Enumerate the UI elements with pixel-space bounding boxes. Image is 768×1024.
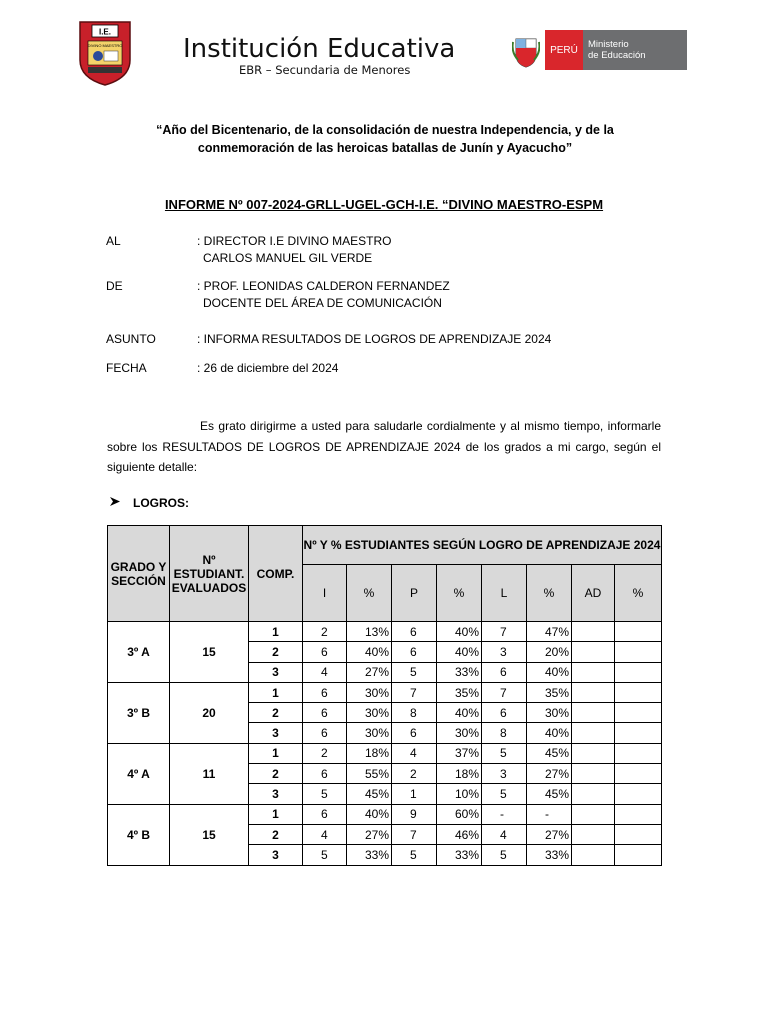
value-cell: 18% (347, 743, 392, 763)
value-cell: 45% (527, 784, 572, 804)
value-cell: 7 (482, 682, 527, 702)
value-cell: 30% (437, 723, 482, 743)
value-cell: 27% (347, 824, 392, 844)
subheader-cell: % (347, 565, 392, 622)
arrow-bullet-icon (109, 496, 133, 510)
value-cell: 6 (303, 703, 347, 723)
value-cell: 4 (392, 743, 437, 763)
comp-cell: 1 (249, 682, 303, 702)
value-cell: 7 (392, 824, 437, 844)
value-cell: 33% (437, 845, 482, 865)
value-cell: 37% (437, 743, 482, 763)
subheader-cell: % (437, 565, 482, 622)
comp-cell: 3 (249, 662, 303, 682)
value-cell: 60% (437, 804, 482, 824)
value-cell: 6 (482, 703, 527, 723)
value-cell: 5 (303, 784, 347, 804)
motto-line1: “Año del Bicentenario, de la consolidación de nuestra Independencia, y de la (156, 123, 614, 137)
table-row (108, 804, 662, 824)
meta-al-value-2: CARLOS MANUEL GIL VERDE (203, 251, 373, 265)
comp-cell: 1 (249, 622, 303, 642)
subheader-cell: % (527, 565, 572, 622)
value-cell (572, 804, 615, 824)
comp-cell: 2 (249, 642, 303, 662)
report-title: INFORME Nº 007-2024-GRLL-UGEL-GCH-I.E. “DIVINO MAESTRO-ESPM (164, 197, 604, 212)
subheader-cell: P (392, 565, 437, 622)
value-cell: 5 (482, 743, 527, 763)
value-cell: 35% (527, 682, 572, 702)
value-cell (572, 642, 615, 662)
value-cell: - (527, 804, 572, 824)
value-cell: 27% (527, 824, 572, 844)
value-cell (615, 804, 662, 824)
value-cell: 27% (527, 764, 572, 784)
value-cell: 9 (392, 804, 437, 824)
intro-paragraph: Es grato dirigirme a usted para saludarle cordialmente y al mismo tiempo, informarle sobre los RESULTADOS DE LOGROS DE APRENDIZAJE 2024 de los grados a mi cargo, según el siguiente detalle: (107, 419, 661, 474)
meta-fecha-label: FECHA (106, 361, 147, 375)
value-cell: 40% (527, 662, 572, 682)
motto-line2: conmemoración de las heroicas batallas de Junín y Ayacucho” (197, 141, 573, 155)
value-cell (615, 703, 662, 723)
comp-cell: 2 (249, 824, 303, 844)
num-students-cell: 11 (170, 743, 249, 804)
value-cell (572, 662, 615, 682)
ministry-line1: Ministerio (588, 39, 629, 50)
grado-cell: 4º B (108, 804, 170, 865)
value-cell (615, 764, 662, 784)
table-row (108, 743, 662, 763)
value-cell: 30% (347, 723, 392, 743)
value-cell: 55% (347, 764, 392, 784)
value-cell: 4 (303, 824, 347, 844)
subheader-cell: AD (572, 565, 615, 622)
value-cell (615, 642, 662, 662)
comp-cell: 3 (249, 784, 303, 804)
value-cell: 8 (392, 703, 437, 723)
value-cell: 20% (527, 642, 572, 662)
value-cell: 5 (303, 845, 347, 865)
num-students-cell: 15 (170, 804, 249, 865)
value-cell: 6 (392, 622, 437, 642)
school-logo (76, 20, 134, 86)
meta-de-value: : PROF. LEONIDAS CALDERON FERNANDEZ (197, 279, 450, 293)
comp-cell: 2 (249, 703, 303, 723)
value-cell: 33% (437, 662, 482, 682)
grado-cell: 3º B (108, 682, 170, 743)
value-cell: 2 (392, 764, 437, 784)
value-cell: 40% (347, 804, 392, 824)
value-cell: 35% (437, 682, 482, 702)
value-cell: 6 (303, 642, 347, 662)
comp-cell: 3 (249, 845, 303, 865)
value-cell (615, 622, 662, 642)
subheader-cell: % (615, 565, 662, 622)
value-cell: 30% (347, 682, 392, 702)
value-cell: 5 (392, 662, 437, 682)
comp-cell: 1 (249, 804, 303, 824)
comp-cell: 3 (249, 723, 303, 743)
value-cell: 1 (392, 784, 437, 804)
value-cell: 5 (392, 845, 437, 865)
header-grado: GRADO Y SECCIÓN (108, 526, 170, 622)
meta-asunto-label: ASUNTO (106, 332, 156, 346)
value-cell (615, 743, 662, 763)
value-cell (572, 824, 615, 844)
value-cell: 33% (347, 845, 392, 865)
value-cell: 6 (303, 723, 347, 743)
value-cell: 6 (303, 764, 347, 784)
subheader-cell: L (482, 565, 527, 622)
value-cell: 18% (437, 764, 482, 784)
meta-de-value-2: DOCENTE DEL ÁREA DE COMUNICACIÓN (203, 296, 442, 310)
value-cell: 6 (303, 804, 347, 824)
num-students-cell: 20 (170, 682, 249, 743)
meta-de-label: DE (106, 279, 123, 293)
value-cell: 6 (392, 723, 437, 743)
svg-text:I.E.: I.E. (98, 27, 112, 37)
value-cell: - (482, 804, 527, 824)
institution-title: Institución Educativa (183, 34, 456, 64)
value-cell (615, 682, 662, 702)
value-cell: 27% (347, 662, 392, 682)
value-cell: 5 (482, 784, 527, 804)
institution-subtitle: EBR – Secundaria de Menores (239, 63, 411, 77)
comp-cell: 1 (249, 743, 303, 763)
value-cell: 45% (527, 743, 572, 763)
header-group: Nº Y % ESTUDIANTES SEGÚN LOGRO DE APRENDIZAJE 2024 (303, 526, 662, 565)
value-cell (572, 743, 615, 763)
year-motto (120, 121, 650, 157)
value-cell: 46% (437, 824, 482, 844)
value-cell: 30% (347, 703, 392, 723)
value-cell: 10% (437, 784, 482, 804)
peru-coat-of-arms-icon (512, 36, 540, 68)
meta-fecha-value: : 26 de diciembre del 2024 (197, 361, 339, 375)
value-cell: 40% (437, 703, 482, 723)
value-cell: 40% (527, 723, 572, 743)
value-cell (572, 723, 615, 743)
header-comp: COMP. (249, 526, 303, 622)
meta-asunto-value: : INFORMA RESULTADOS DE LOGROS DE APRENDIZAJE 2024 (197, 332, 552, 346)
header-num-students: Nº ESTUDIANT. EVALUADOS (170, 526, 249, 622)
value-cell: 40% (437, 622, 482, 642)
value-cell: 7 (392, 682, 437, 702)
value-cell (572, 764, 615, 784)
value-cell: 2 (303, 743, 347, 763)
table-row (108, 682, 662, 702)
value-cell (615, 723, 662, 743)
value-cell: 6 (303, 682, 347, 702)
table-row (108, 622, 662, 642)
value-cell (572, 682, 615, 702)
value-cell (572, 703, 615, 723)
results-table (107, 525, 662, 866)
value-cell (615, 784, 662, 804)
grado-cell: 3º A (108, 622, 170, 683)
value-cell: 13% (347, 622, 392, 642)
value-cell (615, 662, 662, 682)
value-cell: 5 (482, 845, 527, 865)
subheader-cell: I (303, 565, 347, 622)
grado-cell: 4º A (108, 743, 170, 804)
value-cell (572, 622, 615, 642)
value-cell: 6 (482, 662, 527, 682)
section-heading-label: LOGROS: (133, 496, 189, 510)
value-cell: 47% (527, 622, 572, 642)
peru-label: PERÚ (550, 44, 578, 56)
value-cell: 8 (482, 723, 527, 743)
value-cell: 40% (347, 642, 392, 662)
table-body (108, 622, 662, 866)
value-cell (572, 784, 615, 804)
num-students-cell: 15 (170, 622, 249, 683)
value-cell: 7 (482, 622, 527, 642)
value-cell: 40% (437, 642, 482, 662)
value-cell: 6 (392, 642, 437, 662)
value-cell: 3 (482, 764, 527, 784)
value-cell: 4 (303, 662, 347, 682)
value-cell: 2 (303, 622, 347, 642)
ministry-line2: de Educación (588, 50, 646, 61)
peru-brand-box (545, 30, 583, 70)
value-cell: 4 (482, 824, 527, 844)
svg-text:DIVINO MAESTRO: DIVINO MAESTRO (87, 43, 123, 48)
meta-al-value: : DIRECTOR I.E DIVINO MAESTRO (197, 234, 392, 248)
value-cell (615, 845, 662, 865)
value-cell: 33% (527, 845, 572, 865)
section-heading (109, 496, 189, 510)
value-cell: 45% (347, 784, 392, 804)
value-cell (615, 824, 662, 844)
ministry-logo (583, 30, 687, 70)
comp-cell: 2 (249, 764, 303, 784)
value-cell (572, 845, 615, 865)
value-cell: 3 (482, 642, 527, 662)
value-cell: 30% (527, 703, 572, 723)
meta-al-label: AL (106, 234, 121, 248)
